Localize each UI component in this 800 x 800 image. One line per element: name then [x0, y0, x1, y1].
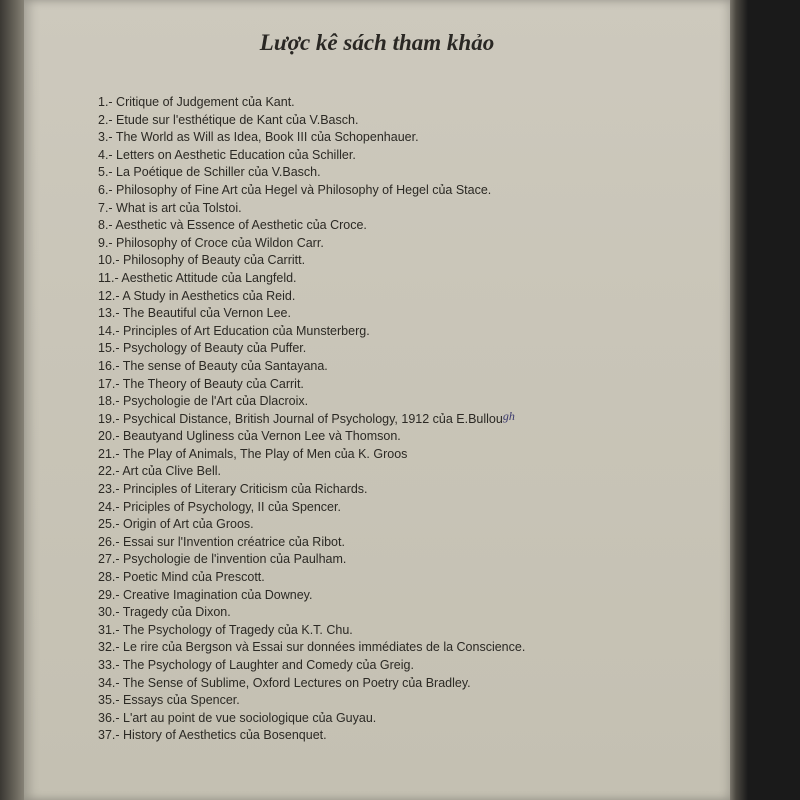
reference-text: 32.- Le rire của Bergson và Essai sur données immédiates de la Conscience.	[98, 640, 526, 655]
reference-text: 20.- Beautyand Ugliness của Vernon Lee và Thomson.	[98, 429, 401, 444]
reference-text: 14.- Principles of Art Education của Munsterberg.	[98, 323, 370, 338]
reference-text: 21.- The Play of Animals, The Play of Men của K. Groos	[98, 446, 408, 461]
reference-text: 22.- Art của Clive Bell.	[98, 464, 221, 479]
reference-text: 12.- A Study in Aesthetics của Reid.	[98, 288, 296, 303]
reference-text: 8.- Aesthetic và Essence of Aesthetic của Croce.	[98, 218, 367, 233]
reference-item	[98, 393, 718, 411]
reference-item	[98, 129, 718, 147]
reference-item	[98, 164, 718, 182]
reference-item	[98, 323, 718, 341]
reference-text: 7.- What is art của Tolstoi.	[98, 200, 242, 215]
reference-item	[98, 340, 718, 358]
reference-item	[98, 182, 718, 200]
reference-item	[98, 657, 718, 675]
reference-item	[98, 569, 718, 587]
reference-text: 37.- History of Aesthetics của Bosenquet.	[98, 728, 327, 743]
reference-item	[98, 428, 718, 446]
reference-item	[98, 604, 718, 622]
page-edge-shadow	[728, 0, 748, 800]
reference-text: 2.- Etude sur l'esthétique de Kant của V.Basch.	[98, 112, 359, 127]
reference-item	[98, 446, 718, 464]
reference-text: 33.- The Psychology of Laughter and Comedy của Greig.	[98, 658, 414, 672]
reference-text: 34.- The Sense of Sublime, Oxford Lectures on Poetry của Bradley.	[98, 675, 471, 690]
book-page	[24, 0, 730, 800]
handwritten-note: gh	[502, 408, 515, 423]
reference-text: 25.- Origin of Art của Groos.	[98, 517, 254, 532]
reference-item	[98, 516, 718, 534]
reference-text: 13.- The Beautiful của Vernon Lee.	[98, 306, 291, 321]
reference-item	[98, 112, 718, 130]
reference-list	[98, 94, 718, 745]
reference-item	[98, 200, 718, 218]
reference-item	[98, 639, 718, 657]
reference-item	[98, 358, 718, 376]
reference-text: 3.- The World as Will as Idea, Book III của Schopenhauer.	[98, 130, 419, 145]
reference-text: 24.- Priciples of Psychology, II của Spencer.	[98, 499, 341, 514]
reference-item	[98, 692, 718, 710]
reference-item	[98, 481, 718, 499]
reference-item	[98, 463, 718, 481]
reference-item	[98, 217, 718, 235]
reference-item	[98, 534, 718, 552]
reference-text: 17.- The Theory of Beauty của Carrit.	[98, 376, 304, 391]
reference-text: 11.- Aesthetic Attitude của Langfeld.	[98, 270, 297, 285]
reference-item	[98, 376, 718, 394]
reference-item	[98, 675, 718, 693]
reference-text: 30.- Tragedy của Dixon.	[98, 605, 231, 620]
reference-item	[98, 587, 718, 605]
reference-text: 27.- Psychologie de l'invention của Paulham.	[98, 552, 347, 567]
reference-item	[98, 235, 718, 253]
reference-item	[98, 408, 718, 429]
reference-text: 35.- Essays của Spencer.	[98, 693, 240, 708]
reference-text: 31.- The Psychology of Tragedy của K.T. Chu.	[98, 622, 353, 637]
background-left-edge	[0, 0, 26, 800]
reference-item	[98, 622, 718, 640]
reference-item	[98, 288, 718, 306]
reference-text: 4.- Letters on Aesthetic Education của Schiller.	[98, 147, 356, 162]
reference-item	[98, 499, 718, 517]
reference-text: 18.- Psychologie de l'Art của Dlacroix.	[98, 394, 309, 409]
reference-item	[98, 252, 718, 270]
reference-item	[98, 710, 718, 728]
reference-item	[98, 94, 718, 112]
reference-text: 26.- Essai sur l'Invention créatrice của Ribot.	[98, 534, 345, 549]
reference-text: 16.- The sense of Beauty của Santayana.	[98, 358, 328, 373]
reference-text: 5.- La Poétique de Schiller của V.Basch.	[98, 165, 321, 180]
reference-text: 9.- Philosophy of Croce của Wildon Carr.	[98, 235, 324, 250]
reference-item	[98, 147, 718, 165]
reference-text: 28.- Poetic Mind của Prescott.	[98, 570, 265, 585]
reference-text: 15.- Psychology of Beauty của Puffer.	[98, 341, 307, 356]
reference-item	[98, 551, 718, 569]
reference-item	[98, 270, 718, 288]
reference-text: 6.- Philosophy of Fine Art của Hegel và Philosophy of Hegel của Stace.	[98, 182, 492, 197]
page-title: Lược kê sách tham khảo	[259, 30, 495, 55]
reference-text: 36.- L'art au point de vue sociologique của Guyau.	[98, 710, 377, 725]
reference-text: 1.- Critique of Judgement của Kant.	[98, 95, 295, 109]
reference-item	[98, 727, 718, 745]
reference-text: 19.- Psychical Distance, British Journal of Psychology, 1912 của E.Bullou	[98, 411, 503, 426]
reference-text: 10.- Philosophy of Beauty của Carritt.	[98, 253, 306, 268]
reference-text: 29.- Creative Imagination của Downey.	[98, 587, 313, 602]
reference-text: 23.- Principles of Literary Criticism của Richards.	[98, 482, 368, 497]
reference-item	[98, 305, 718, 323]
